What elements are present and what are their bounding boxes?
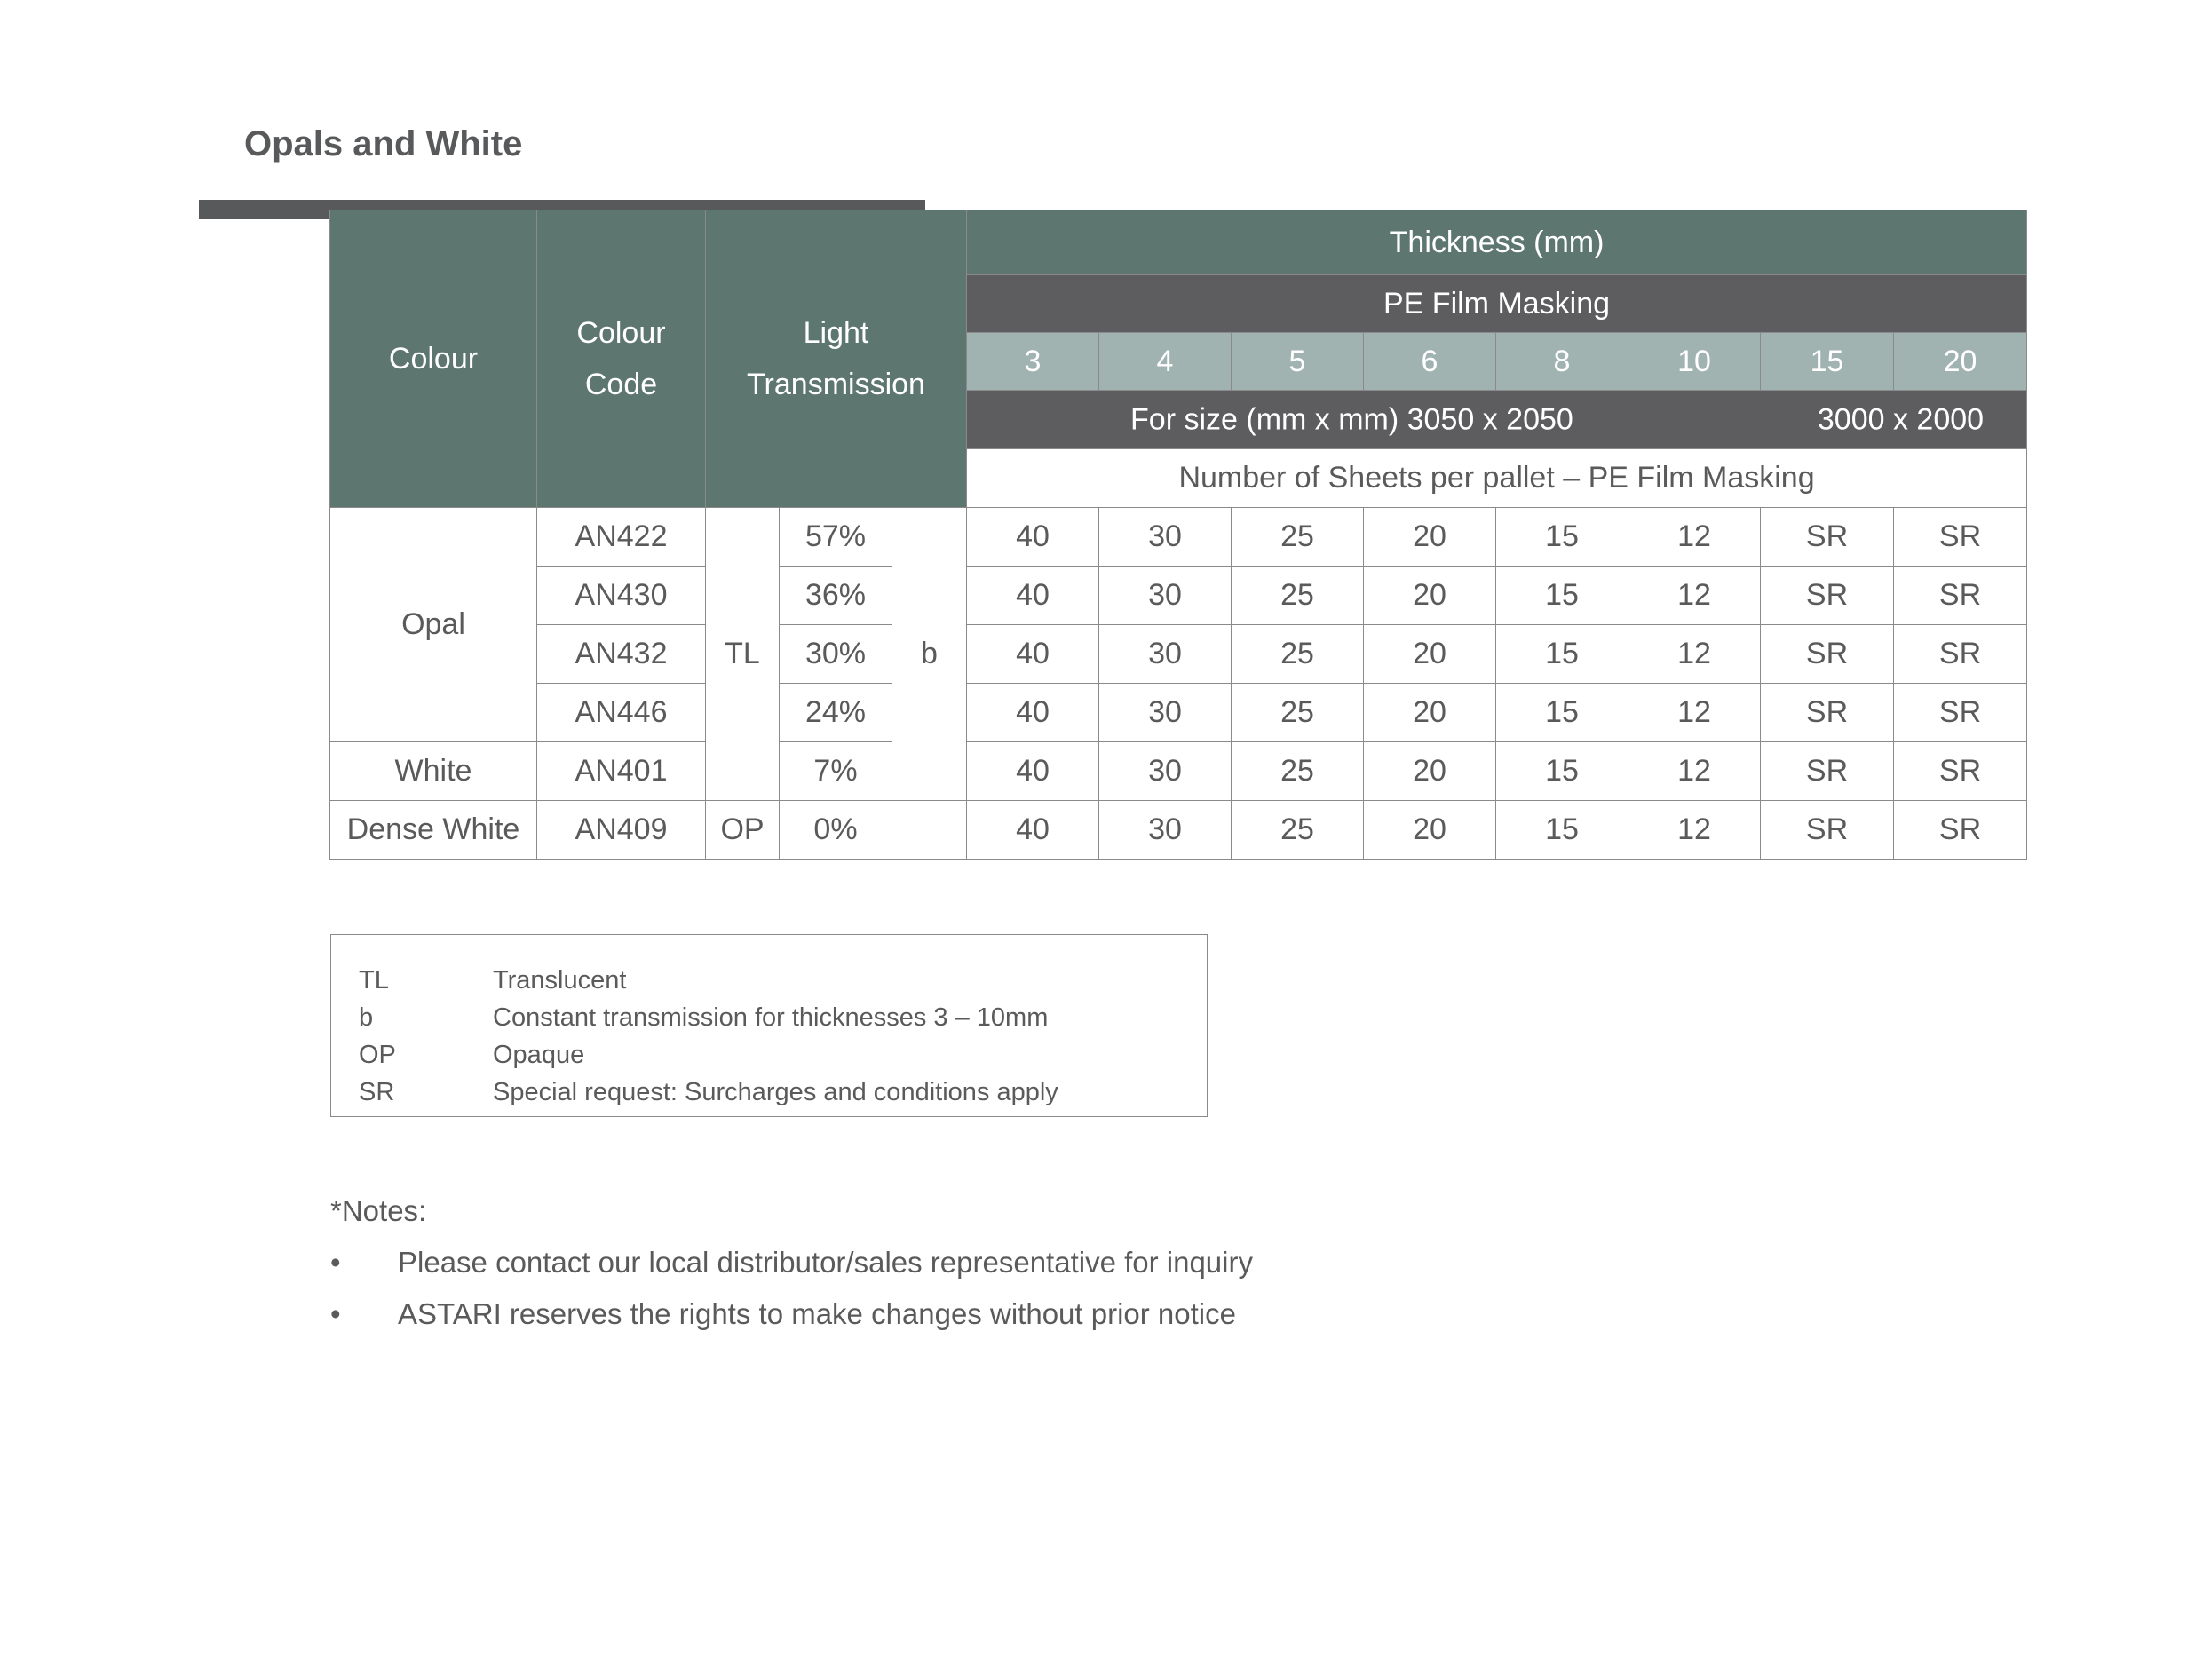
page-title: Opals and White bbox=[244, 124, 523, 163]
header-thickness-value: 5 bbox=[1232, 333, 1364, 391]
header-thickness-value: 8 bbox=[1496, 333, 1628, 391]
sheet-count-cell: SR bbox=[1894, 625, 2027, 684]
transmission-cell: 0% bbox=[780, 801, 892, 860]
sheet-count-cell: 12 bbox=[1628, 684, 1761, 742]
colour-code-cell: AN446 bbox=[537, 684, 706, 742]
sheet-count-cell: 25 bbox=[1232, 684, 1364, 742]
header-thickness-value: 6 bbox=[1364, 333, 1496, 391]
sheet-count-cell: 30 bbox=[1099, 742, 1232, 801]
sheet-count-cell: 40 bbox=[967, 567, 1099, 625]
header-size-row bbox=[967, 391, 2027, 449]
header-size-b: 3000 x 2000 bbox=[1817, 402, 1985, 436]
bullet-icon: • bbox=[330, 1246, 341, 1279]
sheet-count-cell: 25 bbox=[1232, 625, 1364, 684]
sheet-count-cell: 15 bbox=[1496, 801, 1628, 860]
sheet-count-cell: 20 bbox=[1364, 508, 1496, 567]
sheet-count-cell: 30 bbox=[1099, 625, 1232, 684]
legend-item bbox=[331, 1036, 1207, 1074]
transmission-cell: 7% bbox=[780, 742, 892, 801]
sheet-count-cell: 30 bbox=[1099, 684, 1232, 742]
colour-cell: Dense White bbox=[330, 801, 537, 860]
sheet-count-cell: 12 bbox=[1628, 801, 1761, 860]
colour-code-cell: AN430 bbox=[537, 567, 706, 625]
sheet-count-cell: 40 bbox=[967, 742, 1099, 801]
legend-text: Translucent bbox=[493, 965, 627, 995]
header-colour: Colour bbox=[330, 210, 537, 508]
group-cell-b: b bbox=[892, 508, 967, 801]
legend-item bbox=[331, 962, 1207, 999]
legend-code: b bbox=[359, 1002, 374, 1032]
note-item bbox=[330, 1295, 1253, 1346]
sheet-count-cell: 25 bbox=[1232, 742, 1364, 801]
legend-code: OP bbox=[359, 1040, 396, 1069]
sheet-count-cell: SR bbox=[1894, 801, 2027, 860]
table-row bbox=[330, 801, 2027, 860]
colour-code-cell: AN401 bbox=[537, 742, 706, 801]
header-colour-code-line1: Colour bbox=[576, 316, 666, 350]
table-row bbox=[330, 742, 2027, 801]
header-light-transmission bbox=[706, 210, 967, 508]
legend-item bbox=[331, 1074, 1207, 1111]
sheet-count-cell: SR bbox=[1761, 567, 1894, 625]
header-light-line2: Transmission bbox=[747, 368, 925, 401]
colour-code-cell: AN409 bbox=[537, 801, 706, 860]
sheet-count-cell: 30 bbox=[1099, 508, 1232, 567]
sheet-count-cell: 12 bbox=[1628, 742, 1761, 801]
colour-cell: White bbox=[330, 742, 537, 801]
transmission-cell: 36% bbox=[780, 567, 892, 625]
table-row bbox=[330, 625, 2027, 684]
header-sheets-per-pallet: Number of Sheets per pallet – PE Film Masking bbox=[967, 449, 2027, 508]
sheet-count-cell: 25 bbox=[1232, 508, 1364, 567]
colour-code-cell: AN422 bbox=[537, 508, 706, 567]
sheet-count-cell: 15 bbox=[1496, 625, 1628, 684]
header-colour-code bbox=[537, 210, 706, 508]
sheet-count-cell: 30 bbox=[1099, 801, 1232, 860]
legend-text: Special request: Surcharges and conditions apply bbox=[493, 1077, 1058, 1106]
sheet-count-cell: 20 bbox=[1364, 801, 1496, 860]
sheet-count-cell: 40 bbox=[967, 508, 1099, 567]
sheet-count-cell: 12 bbox=[1628, 625, 1761, 684]
sheet-count-cell: 30 bbox=[1099, 567, 1232, 625]
header-colour-code-line2: Code bbox=[584, 368, 658, 401]
sheet-count-cell: SR bbox=[1761, 742, 1894, 801]
sheet-count-cell: SR bbox=[1894, 684, 2027, 742]
note-text: Please contact our local distributor/sales representative for inquiry bbox=[398, 1246, 1253, 1279]
sheet-count-cell: 40 bbox=[967, 684, 1099, 742]
table-row bbox=[330, 684, 2027, 742]
sheet-count-cell: 12 bbox=[1628, 508, 1761, 567]
sheet-count-cell: 15 bbox=[1496, 567, 1628, 625]
header-light-line1: Light bbox=[803, 316, 869, 350]
sheet-count-cell: 25 bbox=[1232, 801, 1364, 860]
header-thickness-value: 4 bbox=[1099, 333, 1232, 391]
group-cell-opal: Opal bbox=[330, 508, 537, 742]
sheet-count-cell: 20 bbox=[1364, 567, 1496, 625]
sheet-count-cell: SR bbox=[1894, 508, 2027, 567]
legend-text: Constant transmission for thicknesses 3 – 10mm bbox=[493, 1002, 1049, 1032]
header-thickness-value: 3 bbox=[967, 333, 1099, 391]
sheet-count-cell: 20 bbox=[1364, 684, 1496, 742]
sheet-count-cell: 15 bbox=[1496, 742, 1628, 801]
legend-code: SR bbox=[359, 1077, 395, 1106]
header-thickness: Thickness (mm) bbox=[967, 210, 2027, 275]
table-row bbox=[330, 567, 2027, 625]
legend-text: Opaque bbox=[493, 1040, 585, 1069]
legend-item bbox=[331, 999, 1207, 1036]
sheet-count-cell: 40 bbox=[967, 801, 1099, 860]
transmission-cell: 57% bbox=[780, 508, 892, 567]
type-cell: OP bbox=[706, 801, 780, 860]
sheet-count-cell: SR bbox=[1894, 567, 2027, 625]
sheet-count-cell: 20 bbox=[1364, 625, 1496, 684]
notes-heading: *Notes: bbox=[330, 1194, 427, 1227]
legend-code: TL bbox=[359, 965, 389, 995]
sheet-count-cell: SR bbox=[1894, 742, 2027, 801]
header-thickness-value: 15 bbox=[1761, 333, 1894, 391]
sheet-count-cell: SR bbox=[1761, 801, 1894, 860]
sheet-count-cell: SR bbox=[1761, 508, 1894, 567]
transmission-cell: 24% bbox=[780, 684, 892, 742]
sheet-count-cell: 15 bbox=[1496, 508, 1628, 567]
sheet-count-cell: 40 bbox=[967, 625, 1099, 684]
sheet-count-cell: SR bbox=[1761, 684, 1894, 742]
sheet-count-cell: 15 bbox=[1496, 684, 1628, 742]
sheet-count-cell: SR bbox=[1761, 625, 1894, 684]
sheet-count-cell: 20 bbox=[1364, 742, 1496, 801]
colour-code-cell: AN432 bbox=[537, 625, 706, 684]
note-cell bbox=[892, 801, 967, 860]
group-cell-tl: TL bbox=[706, 508, 780, 801]
header-pe-film: PE Film Masking bbox=[967, 275, 2027, 333]
legend-box bbox=[330, 934, 1208, 1117]
table-row bbox=[330, 508, 2027, 567]
header-size-a: For size (mm x mm) 3050 x 2050 bbox=[1130, 402, 1573, 436]
note-text: ASTARI reserves the rights to make changes without prior notice bbox=[398, 1297, 1236, 1330]
specification-table bbox=[329, 210, 2027, 860]
notes-section bbox=[330, 1192, 1253, 1346]
transmission-cell: 30% bbox=[780, 625, 892, 684]
note-item bbox=[330, 1243, 1253, 1295]
header-thickness-value: 10 bbox=[1628, 333, 1761, 391]
sheet-count-cell: 12 bbox=[1628, 567, 1761, 625]
header-thickness-value: 20 bbox=[1894, 333, 2027, 391]
sheet-count-cell: 25 bbox=[1232, 567, 1364, 625]
bullet-icon: • bbox=[330, 1297, 341, 1330]
